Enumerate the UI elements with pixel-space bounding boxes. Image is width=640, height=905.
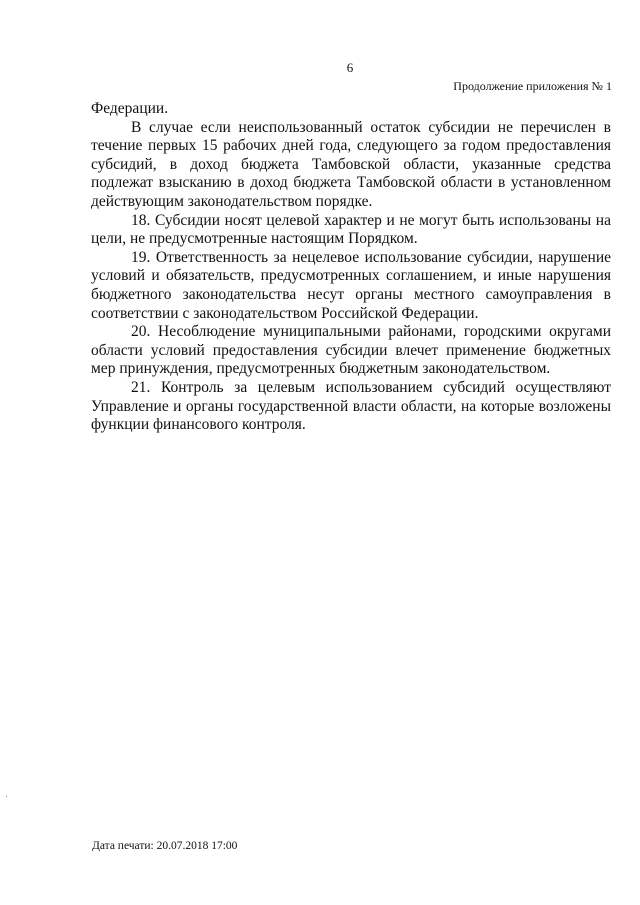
- paragraph-18: 18. Субсидии носят целевой характер и не могут быть использованы на цели, не предусмотренные настоящим Порядком.: [91, 211, 611, 248]
- paragraph-20: 20. Несоблюдение муниципальными районами, городскими округами области условий предоставления субсидии влечет применение бюджетных мер принуждения, предусмотренных бюджетным законодательством.: [91, 323, 611, 378]
- paragraph-21: 21. Контроль за целевым использованием субсидий осуществляют Управление и органы государственной власти области, на которые возложены функции финансового контроля.: [91, 378, 611, 434]
- scan-artifact: [6, 796, 7, 797]
- document-body: [91, 100, 611, 435]
- print-date: Дата печати: 20.07.2018 17:00: [92, 840, 238, 852]
- paragraph-unused-subsidy: В случае если неиспользованный остаток субсидии не перечислен в течение первых 15 рабочих дней года, следующего за годом предоставления субсидий, в доход бюджета Тамбовской области, указанные средства подлежат взысканию в доход бюджета Тамбовской области в установленном действующим законодательством порядке.: [91, 118, 611, 210]
- paragraph-continuation: Федерации.: [91, 100, 169, 117]
- paragraph-19: 19. Ответственность за нецелевое использование субсидии, нарушение условий и обязательств, предусмотренных соглашением, и иные нарушения бюджетного законодательства несут органы местного самоуправления в соответствии с законодательством Российской Федерации.: [91, 248, 611, 322]
- continuation-note: Продолжение приложения № 1: [453, 79, 612, 93]
- page-number: 6: [346, 60, 354, 75]
